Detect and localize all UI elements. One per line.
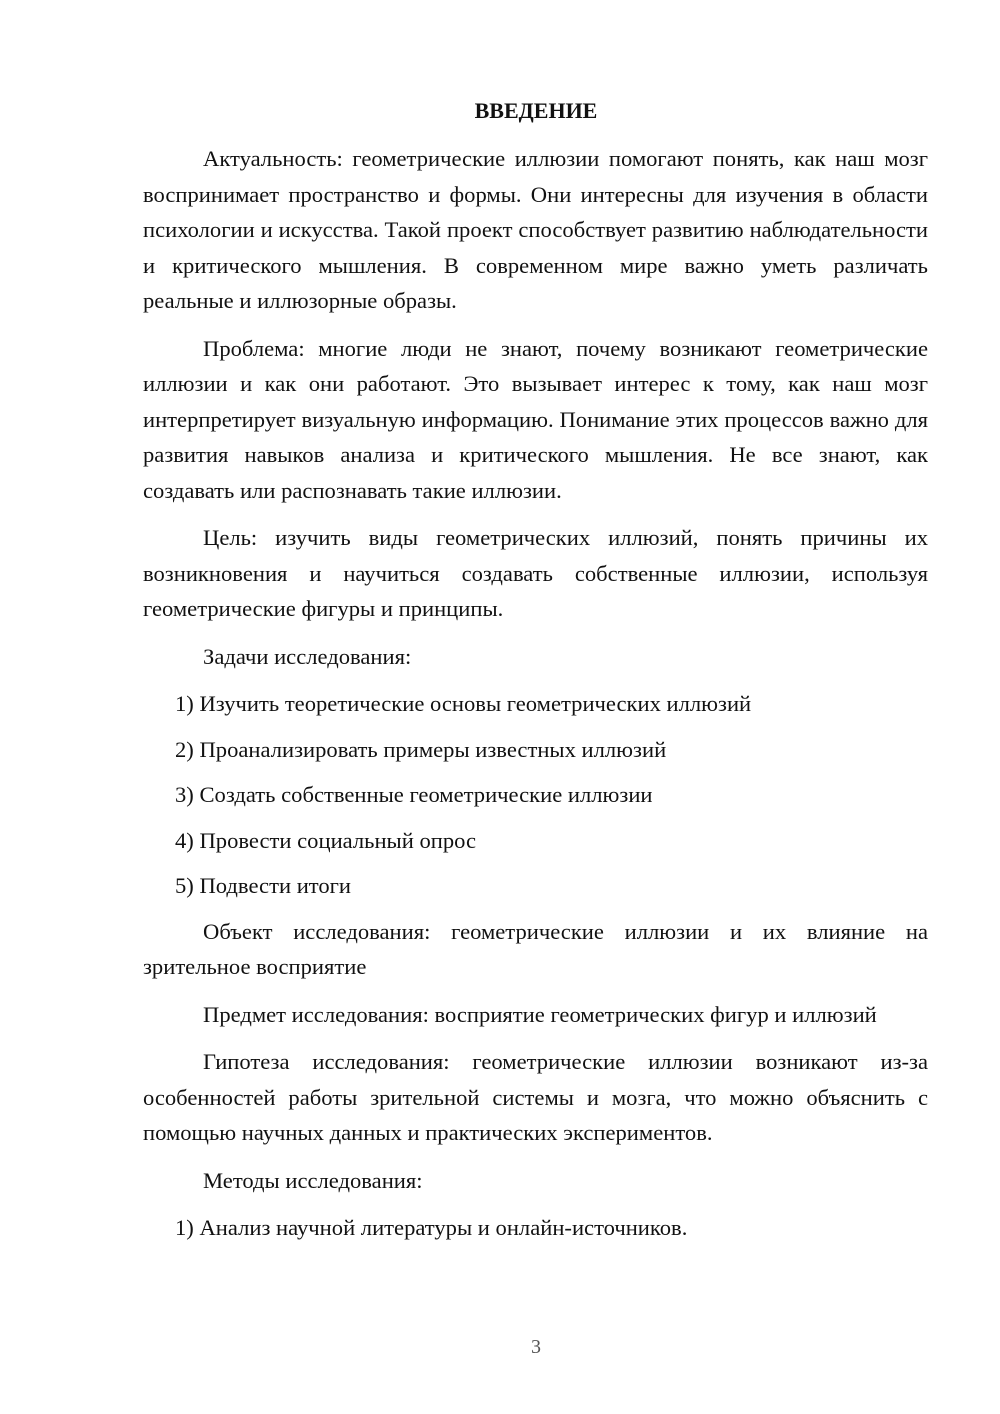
tasks-heading: Задачи исследования: <box>203 643 412 669</box>
paragraph-subject: Предмет исследования: восприятие геометрических фигур и иллюзий <box>203 1001 877 1027</box>
body-text <box>143 141 928 1256</box>
paragraph-problem: Проблема: многие люди не знают, почему возникают геометрические иллюзии и как они работают. Это вызывает интерес к тому, как наш мозг интерпретирует визуальную информацию. Понимание этих процессов важно для развития навыков анализа и критического мышления. Не все знают, как создавать или распознавать такие иллюзии. <box>143 335 928 503</box>
list-item: 1) Изучить теоретические основы геометрических иллюзий <box>175 691 752 716</box>
paragraph-object: Объект исследования: геометрические иллюзии и их влияние на зрительное восприятие <box>143 918 928 979</box>
paragraph-goal: Цель: изучить виды геометрических иллюзий, понять причины их возникновения и научиться создавать собственные иллюзии, используя геометрические фигуры и принципы. <box>143 525 928 621</box>
methods-heading: Методы исследования: <box>203 1167 423 1193</box>
paragraph-hypothesis: Гипотеза исследования: геометрические иллюзии возникают из-за особенностей работы зрительной системы и мозга, что можно объяснить с помощью научных данных и практических экспериментов. <box>143 1049 928 1145</box>
page-number: 3 <box>531 1336 541 1358</box>
list-item: 1) Анализ научной литературы и онлайн-источников. <box>175 1215 688 1240</box>
list-item: 2) Проанализировать примеры известных иллюзий <box>175 736 667 762</box>
list-item: 3) Создать собственные геометрические иллюзии <box>175 782 653 807</box>
page-title: ВВЕДЕНИЕ <box>474 98 598 123</box>
methods-list <box>143 1210 928 1246</box>
paragraph-relevance: Актуальность: геометрические иллюзии помогают понять, как наш мозг воспринимает пространство и формы. Они интересны для изучения в области психологии и искусства. Такой проект способствует развитию наблюдательности и критического мышления. В современном мире важно уметь различать реальные и иллюзорные образы. <box>143 146 928 313</box>
tasks-list <box>143 686 928 904</box>
list-item: 5) Подвести итоги <box>175 873 352 898</box>
list-item: 4) Провести социальный опрос <box>175 827 477 853</box>
